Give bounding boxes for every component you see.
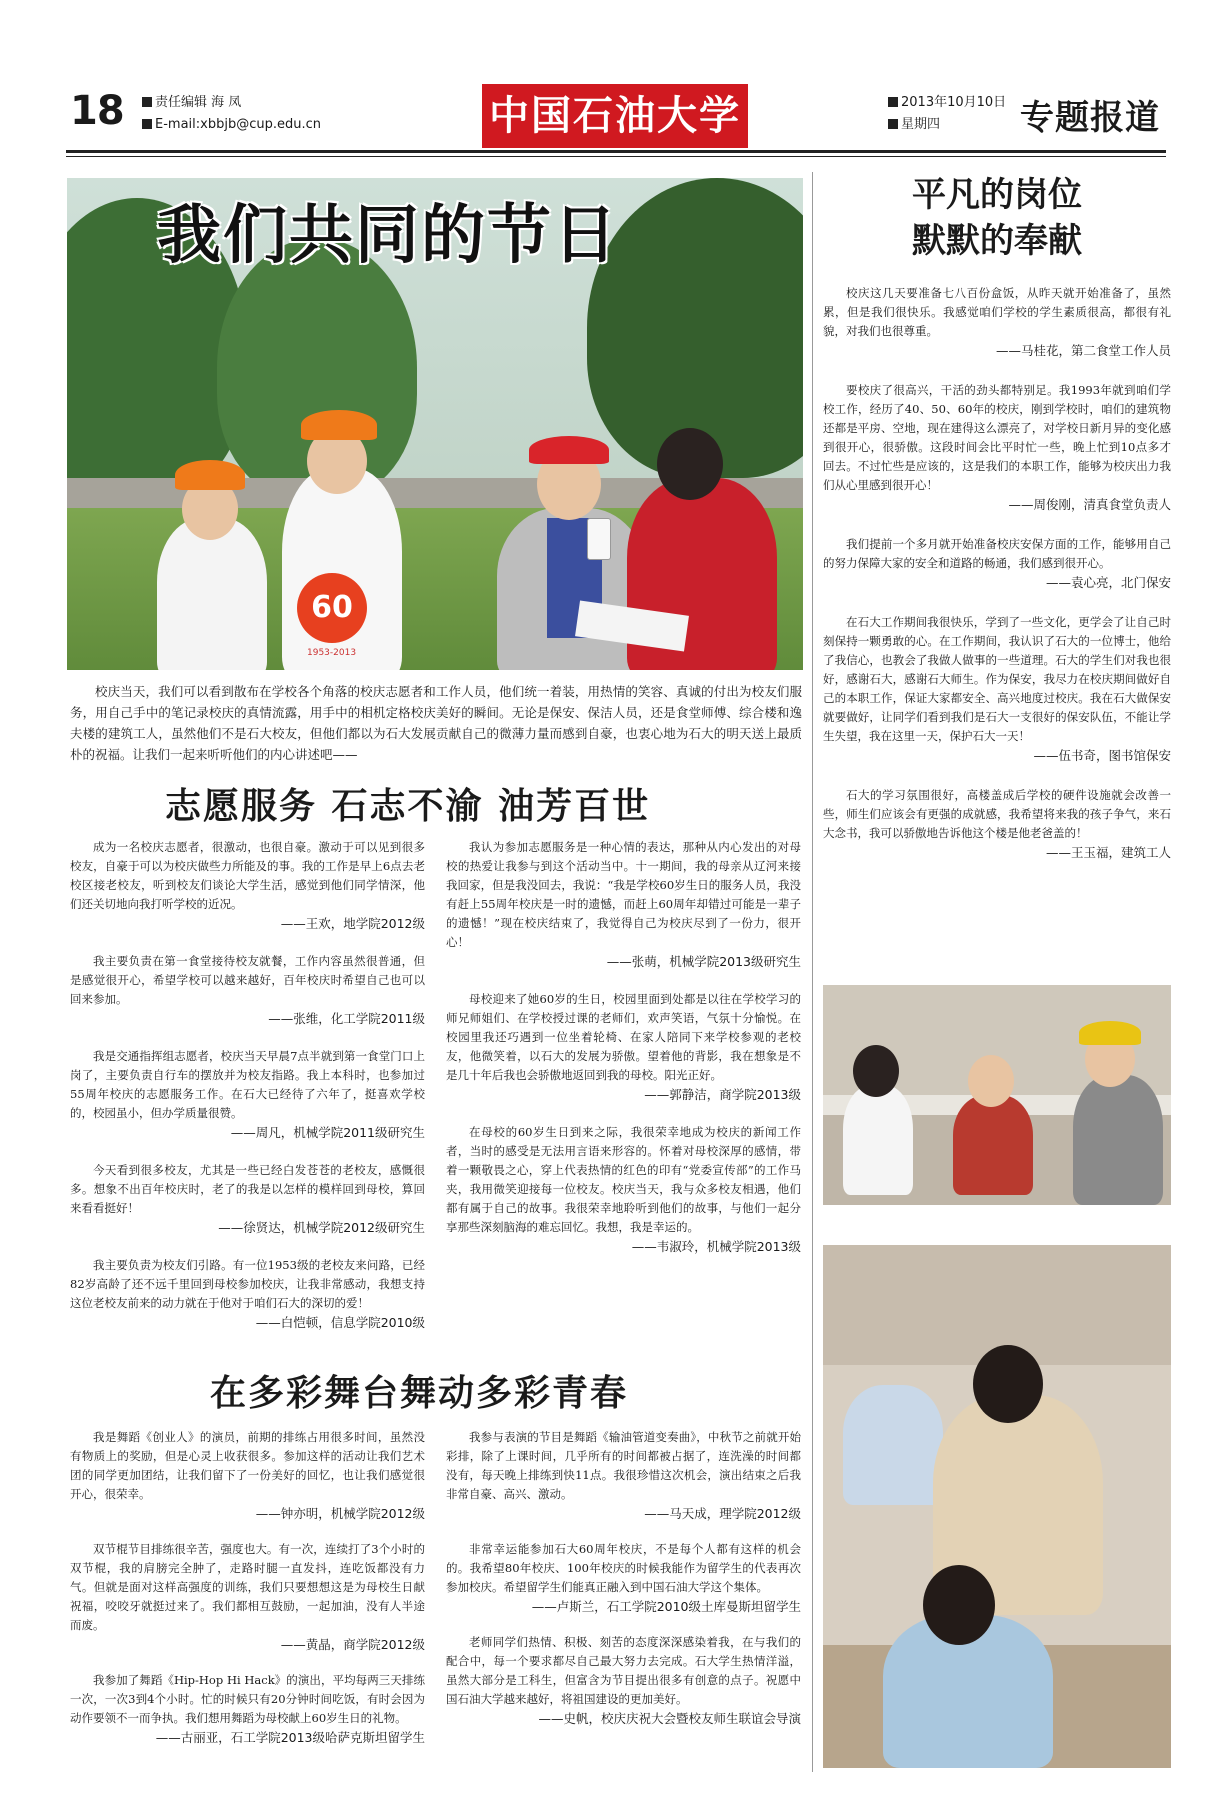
vest-years: 1953-2013: [307, 648, 357, 658]
stage-entry: [70, 1671, 425, 1748]
header-editor-info: [142, 92, 321, 136]
registration-photo: [823, 985, 1171, 1205]
stage-entry-sig: ——史帆，校庆庆祝大会暨校友师生联谊会导演: [538, 1711, 801, 1726]
volunteer-entry-text: 母校迎来了她60岁的生日，校园里面到处都是以往在学校学习的师兄师姐们、在学校授过课的老师们，欢声笑语，气氛十分愉悦。在校园里我还巧遇到一位坐着轮椅、在家人陪同下来学校参观的老校友，他微笑着，以石大的发展为骄傲。望着他的背影，我在想象是不是几十年后我也会骄傲地返回到我的母校。阳光正好。: [446, 992, 801, 1082]
stage-entry-text: 我参与表演的节目是舞蹈《输油管道变奏曲》，中秋节之前就开始彩排，除了上课时间，几乎所有的时间都被占据了，连洗澡的时间都没有，每天晚上排练到快11点。我很珍惜这次机会，演出结束之后我非常自豪、高兴、激动。: [446, 1430, 801, 1501]
volunteer-entry: [70, 838, 425, 934]
section-title: 专题报道: [1020, 98, 1160, 138]
stage-entry-text: 双节棍节目排练很辛苦，强度也大。有一次，连续打了3个小时的双节棍，我的肩膀完全肿了，走路时腿一直发抖，连吃饭都没有力气。但就是面对这样高强度的训练，我们只要想想这是为母校生日献祝福，咬咬牙就挺过来了。我们都相互鼓励，一起加油，没有人半途而废。: [70, 1542, 425, 1632]
stage-entry: [446, 1540, 801, 1617]
stage-entry-sig: ——马天成，理学院2012级: [644, 1506, 801, 1521]
right-item-sig: ——周俊刚，清真食堂负责人: [1008, 497, 1171, 512]
top-headline: 我们共同的节日: [157, 199, 619, 273]
volunteer-entry-sig: ——张萌，机械学院2013级研究生: [606, 954, 801, 969]
right-item-text: 石大的学习氛围很好，高楼盖成后学校的硬件设施就会改善一些，师生们应该会有更强的成就感，我希望将来我的孩子争气，来石大念书，我可以骄傲地告诉他这个楼是他老爸盖的！: [823, 788, 1171, 840]
stage-right-column: [446, 1428, 801, 1729]
right-item: [823, 613, 1171, 766]
volunteer-entry: [70, 1256, 425, 1333]
volunteer-entry-sig: ——徐贤达，机械学院2012级研究生: [218, 1220, 425, 1235]
editor-label: 责任编辑 海 凤: [155, 95, 242, 110]
weekday-label: 星期四: [901, 117, 941, 132]
stage-entry-text: 我是舞蹈《创业人》的演员，前期的排练占用很多时间，虽然没有物质上的奖励，但是心灵上收获很多。参加这样的活动让我们艺术团的同学更加团结，让我们留下了一份美好的回忆，也让我们感觉很开心，很荣幸。: [70, 1430, 425, 1501]
volunteer-entry-sig: ——周凡，机械学院2011级研究生: [230, 1125, 425, 1140]
top-photo: [67, 178, 803, 670]
stage-entry-sig: ——黄晶，商学院2012级: [280, 1637, 425, 1652]
volunteer-entry: [70, 952, 425, 1029]
right-item-text: 在石大工作期间我很快乐，学到了一些文化，更学会了让自己时刻保持一颗勇敢的心。在工作期间，我认识了石大的一位博士，他给了我信心，也教会了我做人做事的一些道理。石大的学生们对我也很好，感谢石大，感谢石大师生。作为保安，我尽力在校庆期间做好自己的本职工作，保证大家都安全、高兴地度过校庆。我在石大做保安就要做好，让同学们看到我们是石大一支很好的保安队伍，不能让学生失望，我在这里一天，保护石大一天！: [823, 615, 1171, 743]
volunteer-entry-text: 在母校的60岁生日到来之际，我很荣幸地成为校庆的新闻工作者，当时的感受是无法用言语来形容的。怀着对母校深厚的感情，带着一颗敬畏之心，穿上代表热情的红色的印有“党委宣传部”的工作马夹，我用微笑迎接每一位校友。校庆当天，我与众多校友相遇，他们都有属于自己的故事。我很荣幸地聆听到他们的故事，与他们一起分享那些深刻脑海的难忘回忆。我想，我是幸运的。: [446, 1125, 801, 1234]
stage-title: 在多彩舞台舞动多彩青春: [210, 1372, 629, 1414]
volunteer-entry: [70, 1047, 425, 1143]
header-date-info: [888, 92, 1006, 136]
volunteer-entry-text: 我认为参加志愿服务是一种心情的表达，那种从内心发出的对母校的热爱让我参与到这个活动当中。十一期间，我的母亲从辽河来接我回家，但是我没回去，我说：“我是学校60岁生日的服务人员，我没有赶上55周年校庆是一时的遗憾，而赶上60周年却错过可能是一辈子的遗憾！”现在校庆结束了，我觉得自己为校庆尽到了一份力，很开心！: [446, 840, 801, 949]
stage-entry: [70, 1540, 425, 1655]
volunteer-entry: [446, 990, 801, 1105]
stage-entry: [446, 1633, 801, 1729]
right-item: [823, 535, 1171, 593]
stage-entry-sig: ——钟亦明，机械学院2012级: [255, 1506, 425, 1521]
right-item-text: 校庆这几天要准备七八百份盒饭，从昨天就开始准备了，虽然累，但是我们很快乐。我感觉咱们学校的学生素质很高，都很有礼貌，对我们也很尊重。: [823, 286, 1171, 338]
volunteer-entry-text: 我是交通指挥组志愿者，校庆当天早晨7点半就到第一食堂门口上岗了，主要负责自行车的摆放并为校友指路。我上本科时，也参加过55周年校庆的志愿服务工作。在石大已经待了六年了，挺喜欢学校的，校园虽小，但办学质量很赞。: [70, 1049, 425, 1120]
stage-entry: [446, 1428, 801, 1524]
right-item: [823, 381, 1171, 515]
volunteer-entry-text: 我主要负责在第一食堂接待校友就餐，工作内容虽然很普通，但是感觉很开心，希望学校可以越来越好，百年校庆时希望自己也可以回来参加。: [70, 954, 425, 1006]
right-item: [823, 786, 1171, 863]
stage-entry-text: 老师同学们热情、积极、刻苦的态度深深感染着我，在与我们的配合中，每一个要求都尽自己最大努力去完成。石大学生热情洋溢，虽然大部分是工科生，但富含为节目提出很多有创意的点子。祝愿中国石油大学越来越好，将祖国建设的更加美好。: [446, 1635, 801, 1706]
volunteer-entry-sig: ——韦淑玲，机械学院2013级: [631, 1239, 801, 1254]
volunteer-title: 志愿服务 石志不渝 油芳百世: [165, 786, 651, 827]
right-item-sig: ——伍书奇，图书馆保安: [1033, 748, 1171, 763]
stage-entry: [70, 1428, 425, 1524]
volunteer-entry-text: 成为一名校庆志愿者，很激动，也很自豪。激动于可以见到很多校友，自豪于可以为校庆做些力所能及的事。我的工作是早上6点去老校区接老校友，听到校友们谈论大学生活，感觉到他们同学情深，他们还关切地向我打听学校的近况。: [70, 840, 425, 911]
stage-entry-sig: ——古丽亚，石工学院2013级哈萨克斯坦留学生: [155, 1730, 425, 1745]
volunteer-entry-sig: ——郭静洁，商学院2013级: [644, 1087, 801, 1102]
page-number: 18: [70, 88, 124, 134]
volunteer-entry: [446, 838, 801, 972]
header-rule: [66, 150, 1166, 153]
volunteer-right-column: [446, 838, 801, 1257]
right-title-line1: 平凡的岗位: [912, 175, 1082, 215]
top-intro: 校庆当天，我们可以看到散布在学校各个角落的校庆志愿者和工作人员，他们统一着装，用热情的笑容、真诚的付出为校友们服务，用自己手中的笔记录校庆的真情流露，用手中的相机定格校庆美好的瞬间。无论是保安、保洁人员，还是食堂师傅、综合楼和逸夫楼的建筑工人，虽然他们不是石大校友，但他们都以为石大发展贡献自己的微薄力量而感到自豪，也衷心地为石大的明天送上最质朴的祝福。让我们一起来听听他们的内心讲述吧——: [70, 684, 802, 762]
volunteer-entry-text: 今天看到很多校友，尤其是一些已经白发苍苍的老校友，感慨很多。想象不出百年校庆时，老了的我是以怎样的模样回到母校，算回来看看挺好！: [70, 1163, 425, 1215]
backstage-photo: [823, 1245, 1171, 1768]
right-item: [823, 284, 1171, 361]
volunteer-entry-text: 我主要负责为校友们引路。有一位1953级的老校友来问路，已经82岁高龄了还不远千里回到母校参加校庆，让我非常感动，我想支持这位老校友前来的动力就在于他对于咱们石大的深切的爱！: [70, 1258, 425, 1310]
volunteer-entry: [70, 1161, 425, 1238]
stage-entry-text: 我参加了舞蹈《Hip-Hop Hi Hack》的演出，平均每两三天排练一次，一次3到4个小时。忙的时候只有20分钟时间吃饭，有时会因为动作要领不一而争执。我们想用舞蹈为母校献上60岁生日的礼物。: [70, 1673, 425, 1725]
header-rule-thin: [66, 156, 1166, 157]
masthead-logo: 中国石油大学: [482, 84, 748, 148]
right-item-text: 我们提前一个多月就开始准备校庆安保方面的工作，能够用自己的努力保障大家的安全和道路的畅通，我们感到很开心。: [823, 537, 1171, 570]
stage-entry-text: 非常幸运能参加石大60周年校庆，不是每个人都有这样的机会的。我希望80年校庆、100年校庆的时候我能作为留学生的代表再次参加校庆。希望留学生们能真正融入到中国石油大学这个集体。: [446, 1542, 801, 1594]
stage-entry-sig: ——卢斯兰，石工学院2010级土库曼斯坦留学生: [531, 1599, 801, 1614]
stage-left-column: [70, 1428, 425, 1748]
volunteer-entry-sig: ——王欢，地学院2012级: [280, 916, 425, 931]
volunteer-entry-sig: ——张维，化工学院2011级: [268, 1011, 425, 1026]
volunteer-entry-sig: ——白恺顿，信息学院2010级: [255, 1315, 425, 1330]
vest-logo: 60: [297, 573, 367, 643]
right-title-line2: 默默的奉献: [912, 221, 1082, 261]
right-item-sig: ——袁心亮，北门保安: [1045, 575, 1171, 590]
volunteer-entry: [446, 1123, 801, 1257]
right-item-sig: ——王玉福，建筑工人: [1045, 845, 1171, 860]
right-item-text: 要校庆了很高兴，干活的劲头都特别足。我1993年就到咱们学校工作，经历了40、50、60年的校庆，刚到学校时，咱们的建筑物还都是平房、空地，现在建得这么漂亮了，对学校日新月异的变化感到很开心，很骄傲。这段时间会比平时忙一些，晚上忙到10点多才回去。不过忙些是应该的，这是我们的本职工作，能够为校庆出力我们从心里感到很开心！: [823, 383, 1171, 492]
date-label: 2013年10月10日: [901, 95, 1007, 110]
right-item-sig: ——马桂花，第二食堂工作人员: [995, 343, 1171, 358]
volunteer-left-column: [70, 838, 425, 1333]
right-column: [823, 172, 1171, 863]
column-divider: [812, 172, 813, 1772]
email-label: E-mail:xbbjb@cup.edu.cn: [155, 117, 321, 132]
